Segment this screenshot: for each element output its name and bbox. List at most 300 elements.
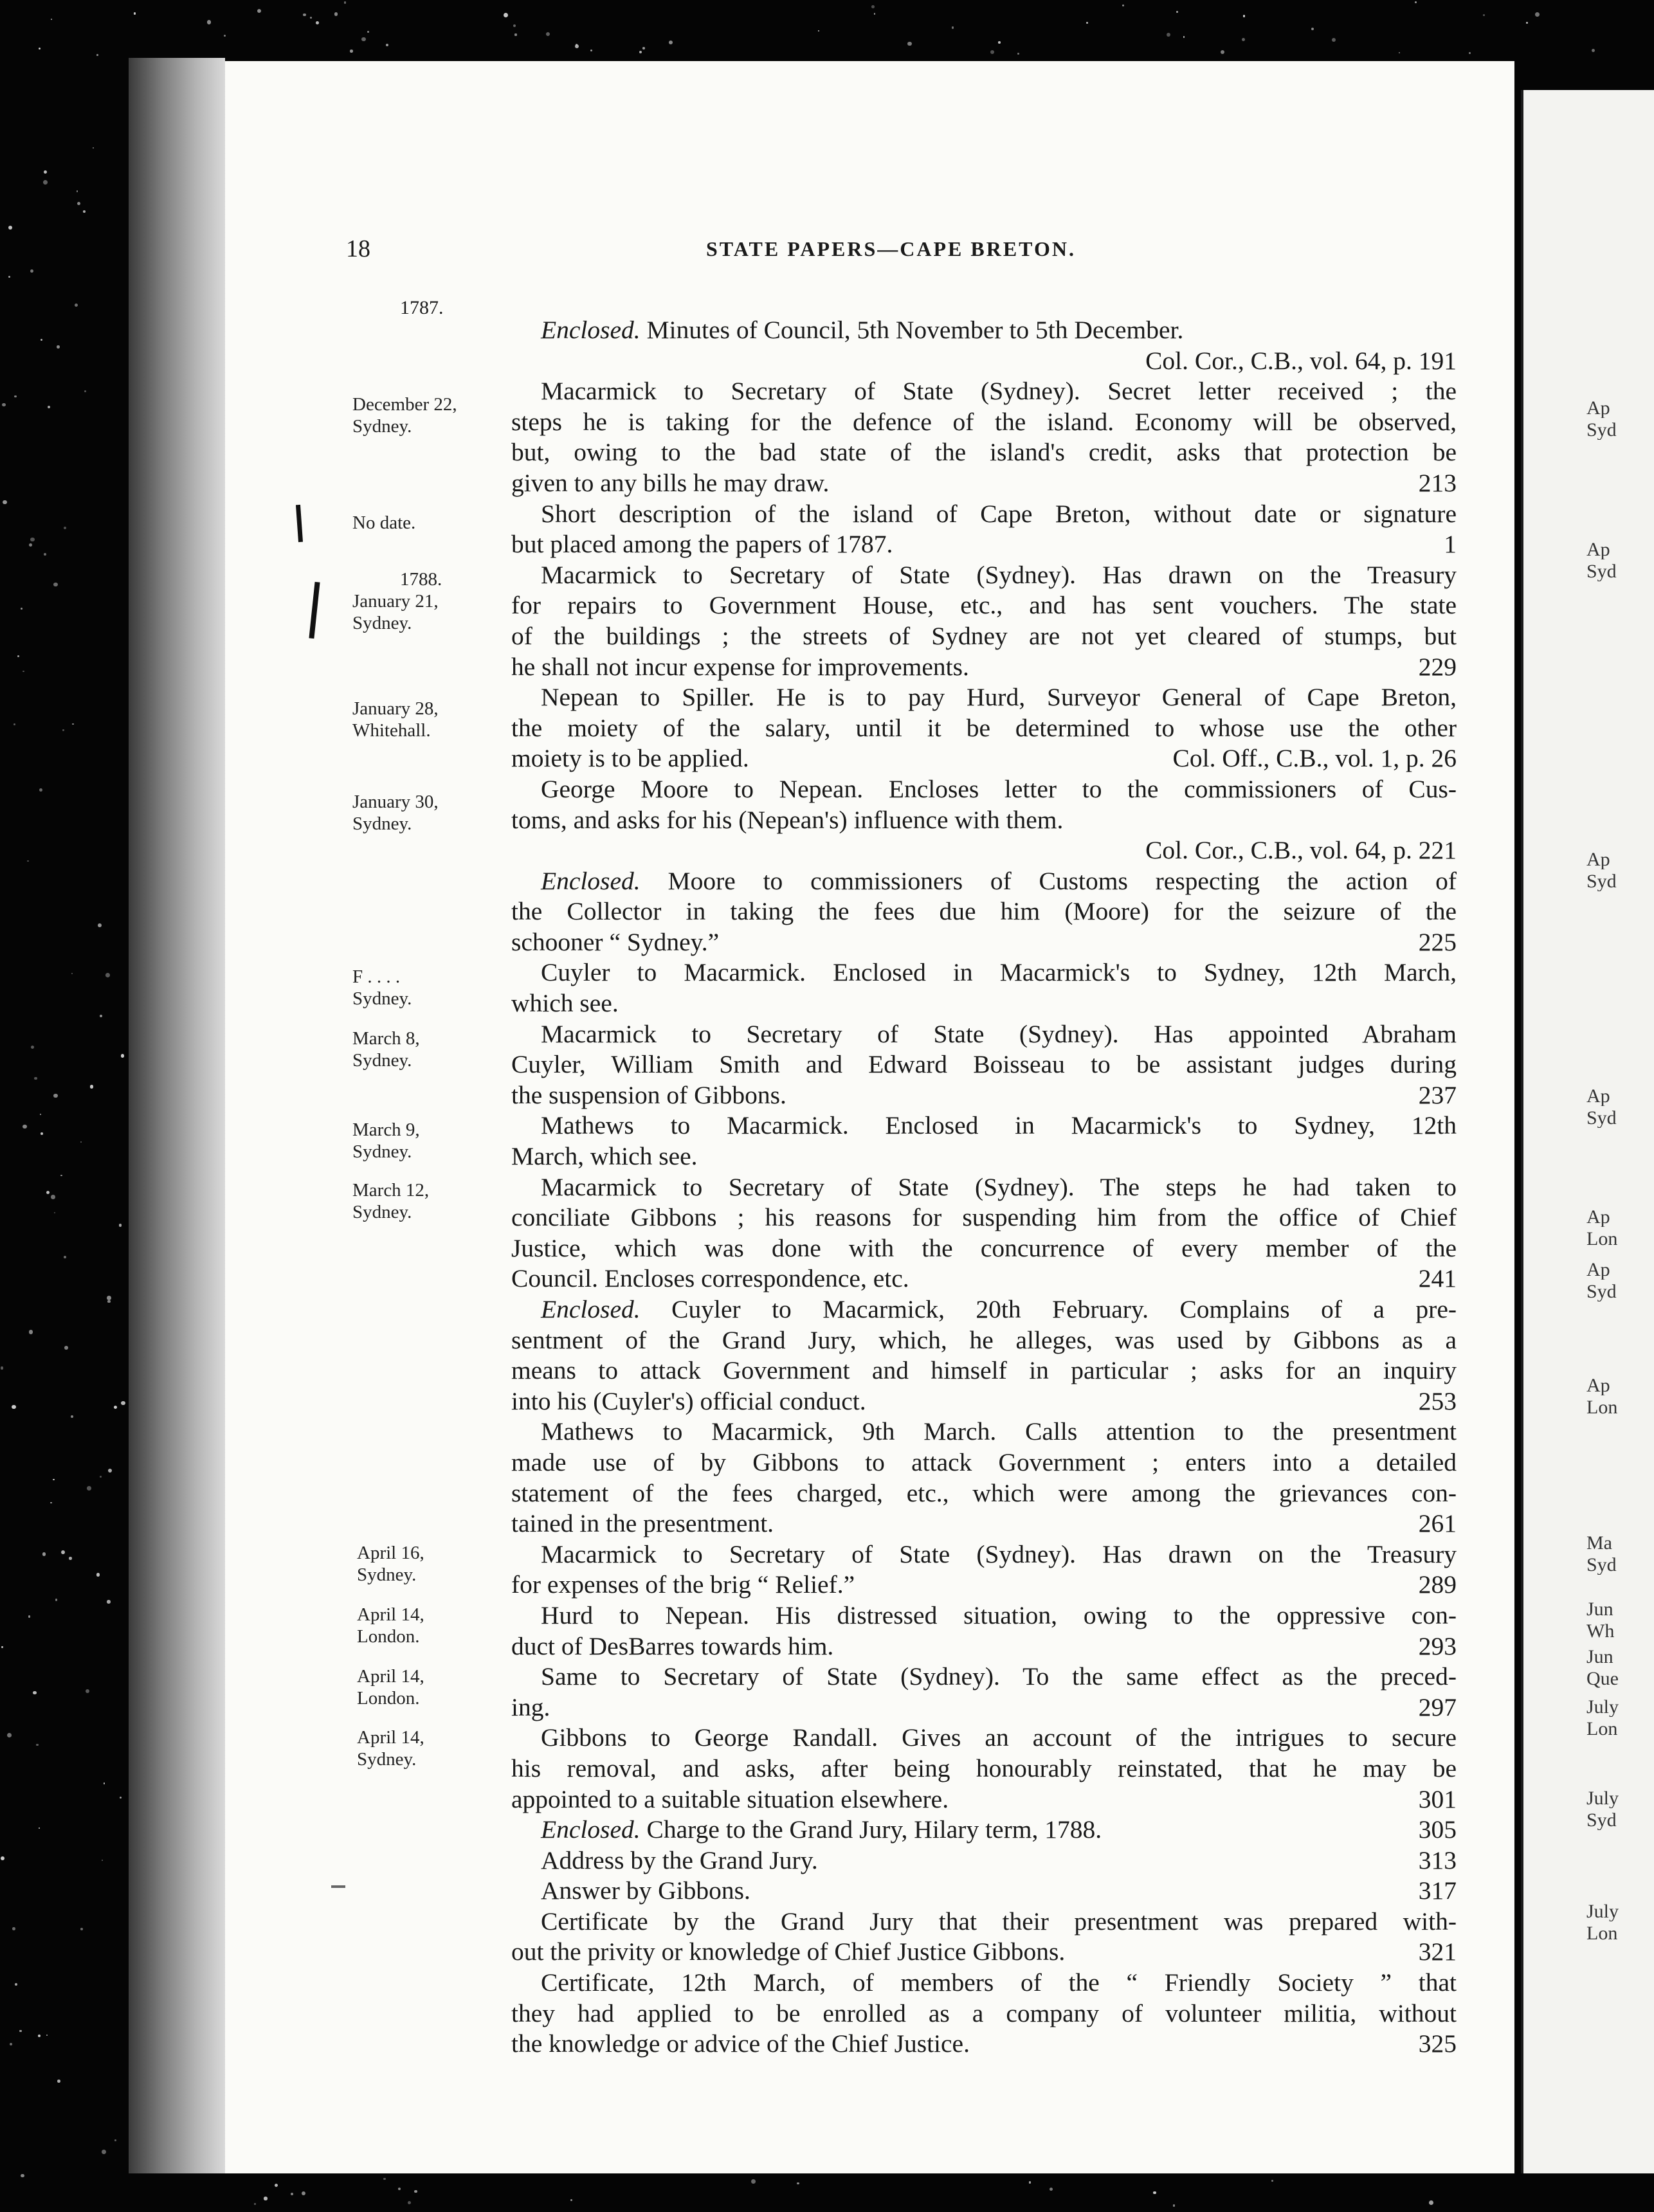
dust-speck [1243, 15, 1246, 17]
entry-line [511, 1999, 1457, 2029]
dust-speck [2, 403, 5, 406]
dust-speck [1, 1856, 5, 1860]
entry-line [511, 499, 1457, 530]
gutter-line [1521, 90, 1523, 2173]
dust-speck [1526, 22, 1527, 23]
dust-speck [513, 24, 516, 27]
dust-speck [50, 1502, 51, 1503]
entry-text: Hurd to Nepean. His distressed situation, owing to the oppressive con- [541, 1600, 1457, 1629]
entry-line [511, 1845, 1457, 1876]
dust-speck [43, 180, 48, 185]
facing-page-fragment: July [1586, 1902, 1619, 1921]
dust-speck [30, 538, 34, 541]
dust-speck [1167, 33, 1170, 37]
facing-page-fragment: Syd [1586, 872, 1617, 891]
facing-page-fragment: Syd [1586, 1555, 1617, 1575]
dust-speck [10, 2043, 12, 2045]
entry-line [511, 1019, 1457, 1050]
entry-line [511, 1478, 1457, 1509]
dust-speck [31, 1046, 34, 1049]
dust-speck [12, 1927, 15, 1930]
dust-speck [96, 54, 98, 56]
dust-speck [952, 26, 954, 28]
dust-speck [310, 17, 312, 19]
page-reference: 321 [1418, 1937, 1457, 1966]
entry-text: but placed among the papers of 1787. [511, 530, 893, 559]
dust-speck [108, 1469, 113, 1473]
dust-speck [57, 2080, 60, 2082]
margin-date: April 14, [357, 1727, 424, 1748]
dust-speck [61, 1550, 65, 1554]
dust-speck [105, 973, 110, 977]
facing-page-fragment: Ma [1586, 1534, 1612, 1553]
entry-line [511, 652, 1457, 683]
entry-line [511, 1049, 1457, 1080]
dust-speck [28, 1615, 30, 1617]
entry-line [511, 1631, 1457, 1662]
dust-speck [1086, 22, 1088, 24]
entry-text: Short description of the island of Cape Breton, without date or signature [541, 499, 1457, 528]
entry-line [511, 315, 1457, 346]
dust-speck [72, 723, 74, 725]
dust-speck [60, 1175, 62, 1176]
dust-speck [64, 1346, 68, 1350]
dust-speck [104, 1782, 105, 1784]
entry-line [511, 682, 1457, 713]
dust-speck [64, 527, 66, 529]
dust-speck [575, 44, 579, 48]
margin-date: March 12, [352, 1180, 430, 1201]
margin-dash-mark [331, 1885, 345, 1888]
entry-line [511, 835, 1457, 866]
facing-page-edge [1521, 90, 1654, 2173]
entry-line [511, 1723, 1457, 1754]
dust-speck [291, 2193, 293, 2195]
entry-text: Mathews to Macarmick, 9th March. Calls attention to the presentment [541, 1417, 1457, 1446]
dust-speck [334, 12, 338, 16]
entry-text: Enclosed. Minutes of Council, 5th November to 5th December. [541, 316, 1184, 344]
entry-line [511, 866, 1457, 897]
margin-date: January 28, [352, 698, 439, 719]
dust-speck [14, 395, 16, 397]
dust-speck [69, 1557, 71, 1559]
entry-line [511, 560, 1457, 591]
entry-line [511, 407, 1457, 438]
entry-line [511, 927, 1457, 958]
dust-speck [383, 2178, 385, 2180]
entry-text: the suspension of Gibbons. [511, 1080, 786, 1109]
dust-speck [546, 32, 550, 36]
dust-speck [998, 41, 1001, 44]
page-header [346, 235, 1504, 273]
entry-text: but, owing to the bad state of the island's credit, asks that protection be [511, 438, 1457, 467]
page-reference: 261 [1418, 1509, 1457, 1538]
dust-speck [55, 1599, 57, 1600]
margin-date: January 30, [352, 792, 439, 812]
dust-speck [107, 1600, 111, 1604]
entry-text: appointed to a suitable situation elsewhere. [511, 1784, 949, 1813]
running-title: STATE PAPERS—CAPE BRETON. [706, 237, 1076, 260]
entry-line [511, 957, 1457, 988]
dust-speck [54, 1212, 55, 1213]
entry-text: Justice, which was done with the concurrence of every member of the [511, 1233, 1457, 1262]
entry-line [511, 1325, 1457, 1356]
dust-speck [83, 210, 86, 213]
dust-speck [1, 1366, 3, 1369]
dust-speck [48, 406, 51, 409]
entry-text: George Moore to Nepean. Encloses letter to the commissioners of Cus- [541, 774, 1457, 803]
margin-date: Sydney. [357, 1749, 417, 1770]
facing-page-fragment: Syd [1586, 1109, 1617, 1128]
dust-speck [1592, 49, 1595, 52]
dust-speck [15, 1983, 18, 1986]
margin-date: December 22, [352, 394, 457, 415]
dust-speck [275, 2184, 278, 2187]
dust-speck [367, 31, 369, 33]
facing-page-fragment: Lon [1586, 1229, 1618, 1249]
dust-speck [44, 553, 46, 556]
dust-speck [1122, 5, 1124, 6]
dust-speck [408, 2201, 411, 2204]
entry-text: his removal, and asks, after being honourably reinstated, that he may be [511, 1754, 1457, 1782]
dust-speck [29, 543, 32, 547]
dust-speck [302, 2191, 305, 2195]
facing-page-fragment: Ap [1586, 850, 1610, 869]
entry-line [511, 1202, 1457, 1233]
dust-speck [818, 30, 819, 32]
margin-date: Sydney. [352, 1050, 412, 1071]
entry-text: duct of DesBarres towards him. [511, 1631, 834, 1660]
entry-line [511, 805, 1457, 836]
entry-text: statement of the fees charged, etc., which were among the grievances con- [511, 1478, 1457, 1507]
dust-speck [8, 276, 10, 278]
page-reference: 325 [1418, 2029, 1457, 2058]
entry-line [511, 1815, 1457, 1845]
dust-speck [874, 13, 875, 14]
dust-speck [1029, 2181, 1031, 2183]
page-reference: Col. Off., C.B., vol. 1, p. 26 [1172, 744, 1457, 773]
page-reference: 293 [1418, 1631, 1457, 1660]
entry-text: tained in the presentment. [511, 1509, 774, 1538]
entry-line [511, 1754, 1457, 1784]
facing-page-fragment: Wh [1586, 1622, 1615, 1641]
dust-speck [1535, 12, 1540, 17]
dust-speck [8, 226, 12, 230]
margin-date: March 8, [352, 1028, 420, 1049]
entry-text: steps he is taking for the defence of the island. Economy will be observed, [511, 407, 1457, 436]
entry-text: Cuyler, William Smith and Edward Boisseau to be assistant judges during [511, 1050, 1457, 1079]
entry-text: Council. Encloses correspondence, etc. [511, 1264, 909, 1293]
facing-page-fragment: July [1586, 1698, 1619, 1717]
entry-text: Enclosed. Cuyler to Macarmick, 20th February. Complains of a pre- [541, 1295, 1457, 1323]
dust-speck [907, 42, 912, 46]
entry-text: the Collector in taking the fees due him (Moore) for the seizure of the [511, 897, 1457, 926]
entry-line [511, 621, 1457, 652]
dust-speck [100, 1476, 102, 1478]
margin-date: 1788. [400, 569, 442, 590]
dust-speck [53, 583, 57, 586]
entry-line [511, 713, 1457, 744]
dust-speck [257, 9, 261, 13]
dust-speck [590, 50, 592, 51]
dust-speck [34, 1077, 37, 1080]
entry-line [511, 774, 1457, 805]
dust-speck [46, 2035, 48, 2036]
dust-speck [64, 1256, 66, 1258]
dust-speck [1153, 2191, 1156, 2194]
entry-text: means to attack Government and himself in particular ; asks for an inquiry [511, 1356, 1457, 1385]
dust-speck [1429, 2200, 1433, 2205]
entry-text: Cuyler to Macarmick. Enclosed in Macarmick's to Sydney, 12th March, [541, 958, 1457, 987]
facing-page-fragment: Ap [1586, 399, 1610, 418]
entry-line [511, 1907, 1457, 1937]
dust-speck [316, 21, 319, 24]
page-reference: 241 [1418, 1264, 1457, 1293]
dust-speck [42, 1552, 46, 1556]
entry-line [511, 1600, 1457, 1631]
dust-speck [344, 1, 346, 3]
dust-speck [1183, 36, 1185, 38]
dust-speck [386, 44, 388, 46]
dust-speck [23, 671, 24, 672]
margin-date: London. [357, 1688, 420, 1709]
dust-speck [51, 1195, 55, 1199]
entry-text: for repairs to Government House, etc., and has sent vouchers. The state [511, 591, 1457, 620]
dust-speck [29, 1330, 33, 1334]
margin-date: January 21, [352, 591, 439, 612]
entry-text: given to any bills he may draw. [511, 468, 830, 497]
entry-text: Macarmick to Secretary of State (Sydney). Has drawn on the Treasury [541, 560, 1457, 589]
entry-text: Enclosed. Moore to commissioners of Customs respecting the action of [541, 866, 1457, 895]
dust-speck [53, 1094, 58, 1098]
facing-page-fragment: Ap [1586, 1087, 1610, 1106]
dust-speck [751, 2179, 756, 2184]
margin-date: Sydney. [357, 1564, 417, 1585]
facing-page-fragment: Jun [1586, 1600, 1613, 1619]
dust-speck [264, 2197, 267, 2200]
page-reference: 253 [1418, 1386, 1457, 1415]
entry-text: the knowledge or advice of the Chief Justice. [511, 2029, 970, 2058]
margin-date: 1787. [400, 297, 444, 318]
dust-speck [86, 1689, 89, 1693]
margin-date: London. [357, 1626, 420, 1647]
facing-page-fragment: Ap [1586, 1376, 1610, 1395]
margin-date: Sydney. [352, 416, 412, 437]
dust-speck [71, 1415, 73, 1418]
entry-line [511, 743, 1457, 774]
margin-date: Whitehall. [352, 720, 431, 741]
entry-text: Col. Cor., C.B., vol. 64, p. 191 [1145, 346, 1457, 375]
dust-speck [1415, 1, 1417, 3]
dust-speck [797, 2182, 799, 2184]
entry-line [511, 1294, 1457, 1325]
facing-page-fragment: Lon [1586, 1719, 1618, 1739]
dust-speck [39, 788, 42, 792]
dust-speck [77, 190, 78, 192]
entry-text: made use of by Gibbons to attack Government ; enters into a detailed [511, 1447, 1457, 1476]
entry-text: ing. [511, 1692, 550, 1721]
entry-text: for expenses of the brig “ Relief.” [511, 1570, 855, 1599]
dust-speck [46, 1191, 50, 1194]
dust-speck [224, 35, 226, 37]
entry-text: conciliate Gibbons ; his reasons for suspending him from the office of Chief [511, 1203, 1457, 1232]
dust-speck [1242, 38, 1246, 42]
dust-speck [642, 47, 645, 50]
dust-speck [254, 2203, 256, 2205]
entry-line [511, 468, 1457, 499]
dust-speck [107, 1296, 111, 1300]
facing-page-fragment: Que [1586, 1669, 1619, 1689]
dust-speck [121, 1401, 125, 1406]
margin-date: March 9, [352, 1120, 420, 1140]
dust-speck [102, 1860, 103, 1861]
entry-text: Address by the Grand Jury. [541, 1845, 818, 1874]
dust-speck [871, 5, 875, 8]
dust-speck [1332, 38, 1336, 42]
entry-text: Col. Cor., C.B., vol. 64, p. 221 [1145, 836, 1457, 865]
entry-line [511, 1662, 1457, 1692]
entry-line [511, 1111, 1457, 1141]
dust-speck [21, 608, 23, 610]
dust-speck [14, 723, 15, 725]
dust-speck [7, 1733, 12, 1737]
entry-text: of the buildings ; the streets of Sydney are not yet cleared of stumps, but [511, 621, 1457, 650]
entry-text: moiety is to be applied. [511, 744, 749, 773]
dust-speck [39, 48, 41, 50]
margin-date: Sydney. [352, 613, 412, 633]
page-reference: 313 [1418, 1845, 1457, 1874]
entry-text: toms, and asks for his (Nepean's) influence with them. [511, 805, 1064, 834]
dust-speck [87, 1486, 91, 1491]
dust-speck [96, 1573, 100, 1576]
entry-line [511, 1172, 1457, 1203]
entry-text: Macarmick to Secretary of State (Sydney). The steps he had taken to [541, 1172, 1457, 1201]
entry-line [511, 1570, 1457, 1600]
entry-text: Certificate by the Grand Jury that their presentment was prepared with- [541, 1907, 1457, 1936]
margin-date: No date. [352, 512, 416, 533]
dust-speck [669, 41, 673, 44]
dust-speck [12, 1405, 16, 1410]
dust-speck [990, 50, 994, 54]
entry-text: they had applied to be enrolled as a company of volunteer militia, without [511, 1999, 1457, 2027]
entry-line [511, 529, 1457, 560]
entry-text: Certificate, 12th March, of members of the “ Friendly Society ” that [541, 1968, 1457, 1997]
facing-page-fragment: Syd [1586, 1282, 1617, 1301]
entry-line [511, 1784, 1457, 1815]
entry-line [511, 1539, 1457, 1570]
dust-speck [1483, 14, 1485, 16]
entry-line [511, 1447, 1457, 1478]
entry-text: Enclosed. Charge to the Grand Jury, Hilary term, 1788. [541, 1815, 1102, 1844]
page-reference: 1 [1444, 530, 1457, 559]
dust-speck [414, 2190, 417, 2193]
dust-speck [1, 1646, 3, 1647]
facing-page-fragment: Lon [1586, 1924, 1618, 1943]
dust-speck [33, 1691, 37, 1695]
page-number: 18 [346, 235, 370, 262]
entry-line [511, 2029, 1457, 2060]
facing-page-fragment: July [1586, 1789, 1619, 1808]
entry-line [511, 1937, 1457, 1968]
dust-speck [100, 1015, 102, 1017]
dust-speck [51, 19, 53, 21]
dust-speck [504, 13, 508, 17]
dust-speck [107, 1300, 111, 1303]
entry-line [511, 1876, 1457, 1907]
dust-speck [1017, 53, 1019, 55]
entry-line [511, 346, 1457, 377]
entry-text: out the privity or knowledge of Chief Justice Gibbons. [511, 1937, 1066, 1966]
facing-page-fragment: Jun [1586, 1647, 1613, 1667]
page-reference: 317 [1418, 1876, 1457, 1905]
dust-speck [93, 147, 95, 149]
dust-speck [27, 860, 29, 862]
dust-speck [120, 1797, 122, 1799]
dust-speck [41, 1132, 43, 1135]
dust-speck [514, 33, 516, 35]
dust-speck [21, 2174, 24, 2177]
dust-speck [1469, 52, 1471, 54]
dust-speck [71, 973, 73, 974]
entry-text: he shall not incur expense for improvements. [511, 652, 969, 681]
entry-line [511, 590, 1457, 621]
margin-date: Sydney. [352, 988, 412, 1009]
dust-speck [114, 1406, 118, 1410]
dust-speck [80, 1141, 82, 1143]
facing-page-fragment: Ap [1586, 1260, 1610, 1280]
entry-text: Macarmick to Secretary of State (Sydney). Secret letter received ; the [541, 377, 1457, 406]
entry-text: Mathews to Macarmick. Enclosed in Macarmick's to Sydney, 12th [541, 1111, 1457, 1140]
entry-line [511, 988, 1457, 1019]
entry-line [511, 1355, 1457, 1386]
dust-speck [36, 1744, 39, 1746]
entry-text: March, which see. [511, 1142, 698, 1171]
entry-line [511, 1080, 1457, 1111]
dust-speck [53, 1479, 54, 1480]
dust-speck [119, 1224, 122, 1226]
entry-line [511, 896, 1457, 927]
dust-speck [30, 269, 34, 273]
dust-speck [19, 2030, 22, 2033]
dust-speck [23, 1125, 27, 1129]
entry-text: which see. [511, 989, 619, 1018]
entry-text: Gibbons to George Randall. Gives an account of the intrigues to secure [541, 1723, 1457, 1752]
dust-speck [57, 345, 60, 349]
dust-speck [121, 1054, 125, 1058]
dust-speck [98, 923, 102, 927]
entry-line [511, 376, 1457, 407]
entry-line [511, 1141, 1457, 1172]
facing-page-fragment: Ap [1586, 1208, 1610, 1227]
entry-text: Nepean to Spiller. He is to pay Hurd, Surveyor General of Cape Breton, [541, 683, 1457, 712]
margin-date: Sydney. [352, 1141, 412, 1162]
page-reference: 213 [1418, 468, 1457, 497]
page-reference: 237 [1418, 1080, 1457, 1109]
margin-date: F . . . . [352, 966, 401, 987]
entry-line [511, 1968, 1457, 1999]
margin-date: April 14, [357, 1604, 424, 1625]
dust-speck [1311, 28, 1314, 30]
book-spine-shadow [129, 58, 225, 2173]
entry-text: schooner “ Sydney.” [511, 927, 720, 956]
dust-speck [1399, 52, 1400, 53]
dust-speck [62, 729, 64, 731]
entry-line [511, 1509, 1457, 1539]
facing-page-fragment: Syd [1586, 562, 1617, 581]
dust-speck [1173, 2204, 1176, 2207]
dust-speck [114, 2139, 116, 2141]
dust-speck [41, 339, 42, 341]
